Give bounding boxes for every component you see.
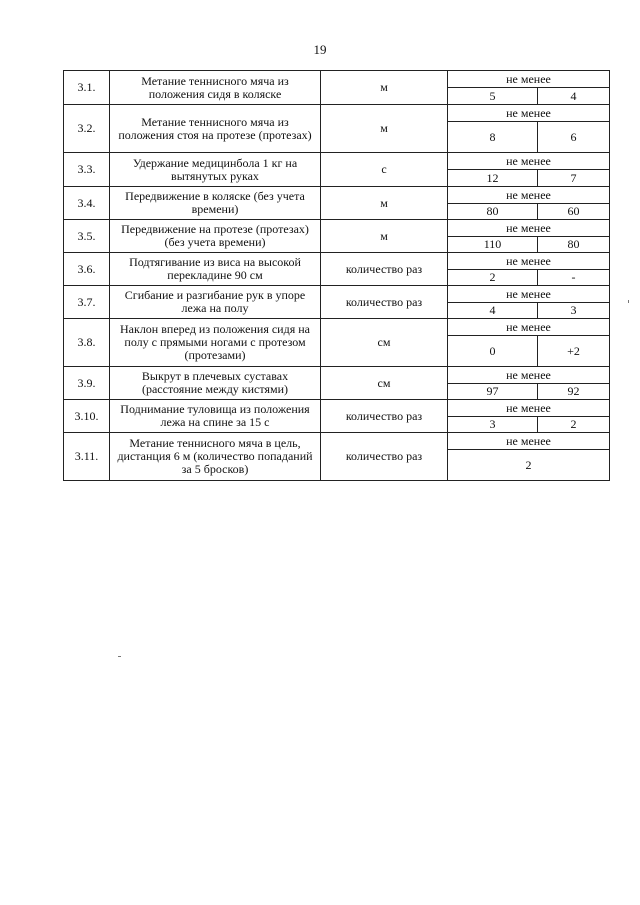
norm-value-second: 2 <box>538 417 610 433</box>
table-row <box>64 433 610 450</box>
norm-value-second: - <box>538 270 610 286</box>
scan-speck <box>628 300 629 303</box>
table-row <box>64 253 610 270</box>
test-name: Сгибание и разгибание рук в упоре лежа на полу <box>110 286 321 319</box>
norm-value-first: 2 <box>448 270 538 286</box>
table-row <box>64 187 610 204</box>
unit: количество раз <box>321 286 448 319</box>
test-name: Наклон вперед из положения сидя на полу с прямыми ногами с протезом (протезами) <box>110 319 321 367</box>
norm-value: 2 <box>448 450 610 481</box>
test-name: Передвижение на протезе (протезах) (без учета времени) <box>110 220 321 253</box>
row-number: 3.3. <box>64 153 110 187</box>
min-label: не менее <box>448 105 610 122</box>
norm-value-second: 4 <box>538 88 610 105</box>
min-label: не менее <box>448 220 610 237</box>
test-name: Передвижение в коляске (без учета времени) <box>110 187 321 220</box>
table-row <box>64 286 610 303</box>
min-label: не менее <box>448 367 610 384</box>
page-number: 19 <box>313 42 327 57</box>
norms-table-body <box>64 71 610 481</box>
norm-value-second: 60 <box>538 204 610 220</box>
table-row <box>64 71 610 88</box>
table-row <box>64 153 610 170</box>
min-label: не менее <box>448 71 610 88</box>
row-number: 3.5. <box>64 220 110 253</box>
row-number: 3.7. <box>64 286 110 319</box>
norm-value-second: 7 <box>538 170 610 187</box>
unit: см <box>321 319 448 367</box>
unit: м <box>321 187 448 220</box>
norm-value-first: 0 <box>448 336 538 367</box>
row-number: 3.11. <box>64 433 110 481</box>
min-label: не менее <box>448 433 610 450</box>
min-label: не менее <box>448 253 610 270</box>
test-name: Метание теннисного мяча в цель, дистанция 6 м (количество попаданий за 5 бросков) <box>110 433 321 481</box>
min-label: не менее <box>448 400 610 417</box>
scan-speck <box>118 656 121 657</box>
row-number: 3.2. <box>64 105 110 153</box>
min-label: не менее <box>448 153 610 170</box>
norm-value-second: 3 <box>538 303 610 319</box>
norm-value-second: 6 <box>538 122 610 153</box>
unit: количество раз <box>321 433 448 481</box>
unit: м <box>321 105 448 153</box>
row-number: 3.4. <box>64 187 110 220</box>
unit: см <box>321 367 448 400</box>
norm-value-first: 110 <box>448 237 538 253</box>
table-row <box>64 220 610 237</box>
norm-value-first: 80 <box>448 204 538 220</box>
table-row <box>64 400 610 417</box>
row-number: 3.8. <box>64 319 110 367</box>
row-number: 3.10. <box>64 400 110 433</box>
test-name: Метание теннисного мяча из положения сидя в коляске <box>110 71 321 105</box>
table-row <box>64 367 610 384</box>
row-number: 3.1. <box>64 71 110 105</box>
norms-table <box>63 70 610 481</box>
unit: м <box>321 220 448 253</box>
norm-value-second: +2 <box>538 336 610 367</box>
min-label: не менее <box>448 187 610 204</box>
test-name: Удержание медицинбола 1 кг на вытянутых руках <box>110 153 321 187</box>
row-number: 3.6. <box>64 253 110 286</box>
test-name: Поднимание туловища из положения лежа на спине за 15 с <box>110 400 321 433</box>
norm-value-first: 3 <box>448 417 538 433</box>
norm-value-first: 5 <box>448 88 538 105</box>
norm-value-second: 92 <box>538 384 610 400</box>
row-number: 3.9. <box>64 367 110 400</box>
test-name: Метание теннисного мяча из положения стоя на протезе (протезах) <box>110 105 321 153</box>
unit: количество раз <box>321 253 448 286</box>
norm-value-first: 12 <box>448 170 538 187</box>
norm-value-first: 8 <box>448 122 538 153</box>
unit: м <box>321 71 448 105</box>
test-name: Подтягивание из виса на высокой перекладине 90 см <box>110 253 321 286</box>
norm-value-first: 97 <box>448 384 538 400</box>
table-row <box>64 319 610 336</box>
min-label: не менее <box>448 319 610 336</box>
unit: с <box>321 153 448 187</box>
norm-value-second: 80 <box>538 237 610 253</box>
test-name: Выкрут в плечевых суставах (расстояние между кистями) <box>110 367 321 400</box>
norm-value-first: 4 <box>448 303 538 319</box>
unit: количество раз <box>321 400 448 433</box>
min-label: не менее <box>448 286 610 303</box>
table-row <box>64 105 610 122</box>
